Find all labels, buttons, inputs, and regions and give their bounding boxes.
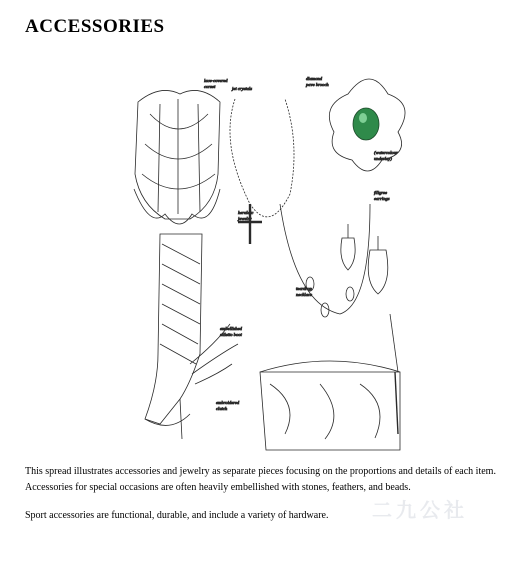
annotation-clutch: embroidered clutch <box>216 400 240 411</box>
annotation-brooch: diamond pave brooch <box>306 76 329 87</box>
watermark: 二九公社 <box>372 498 468 522</box>
accessories-illustration <box>120 54 416 454</box>
paragraph-sport: Sport accessories are functional, durable, and include a variety of hardware. <box>25 510 329 521</box>
annotation-corset: lace-covered corset <box>204 78 228 89</box>
filigree-earrings-drawing <box>341 224 388 294</box>
annotation-heraldic: heraldic jewelry <box>238 210 254 221</box>
paragraph-accessories: This spread illustrates accessories and jewelry as separate pieces focusing on the proportions and details of each item. Accessories for special occasions are often heavily embellished with stones, feathers, and beads. <box>25 466 496 493</box>
page-title: ACCESSORIES <box>25 16 165 37</box>
corset-drawing <box>134 90 220 224</box>
annotation-heel: embellished stiletto boot <box>220 326 242 337</box>
brooch-drawing <box>329 79 405 171</box>
teardrop-necklace-drawing <box>280 204 370 317</box>
embroidered-clutch-drawing <box>260 314 400 450</box>
annotation-brooch-note: (watercolour underlay) <box>374 150 398 161</box>
annotation-jet-crystals: jet crystals <box>232 86 253 91</box>
jet-necklace-drawing <box>230 99 294 244</box>
annotation-necklace: teardrop necklace <box>296 286 313 297</box>
annotation-earrings: filigree earrings <box>374 190 390 201</box>
